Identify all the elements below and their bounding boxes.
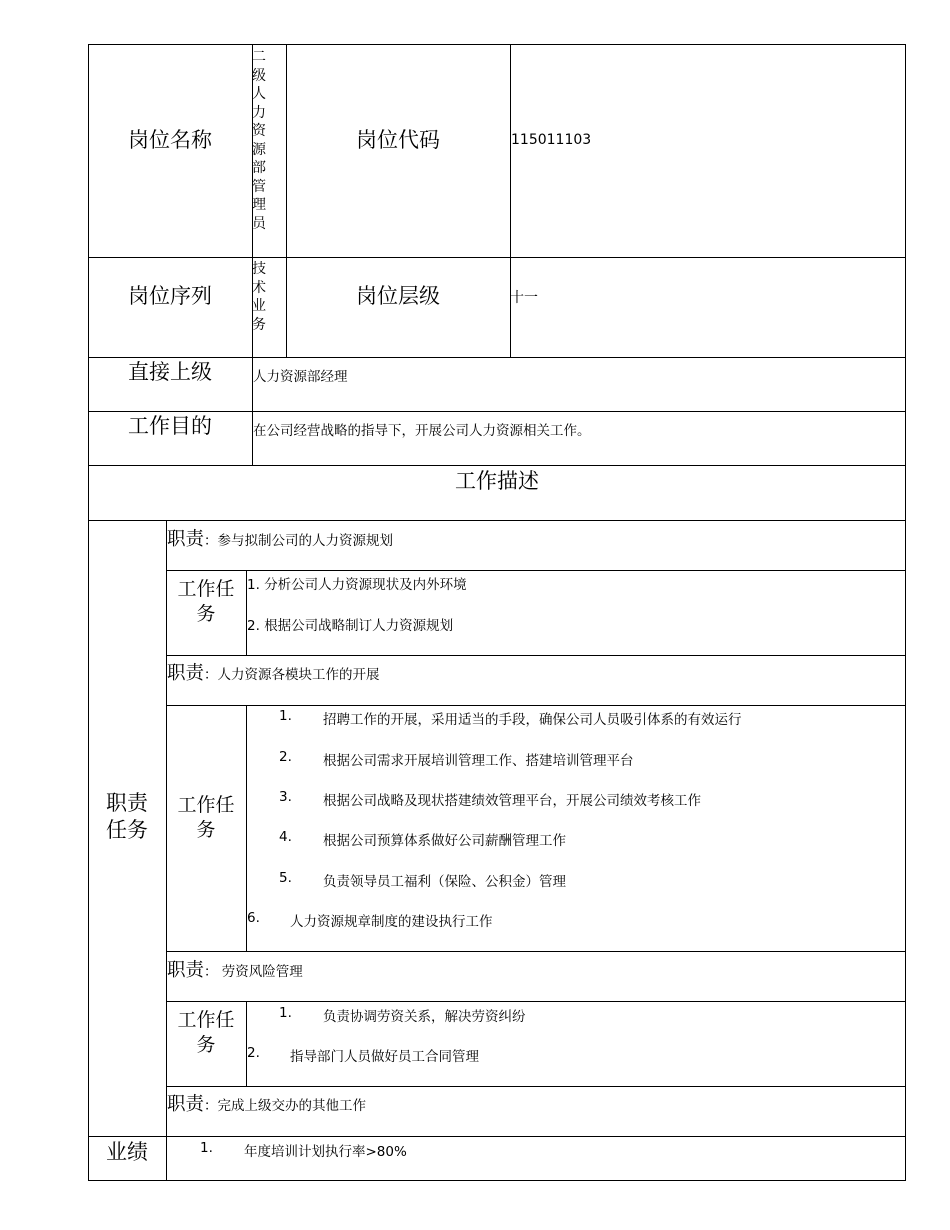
col-divider — [510, 44, 511, 357]
task-num: 6. — [247, 910, 260, 926]
duty-title — [167, 1090, 366, 1116]
task-num: 4. — [279, 829, 292, 845]
row-divider — [88, 257, 906, 258]
task-text: 根据公司需求开展培训管理工作、搭建培训管理平台 — [323, 753, 634, 769]
task-label-text: 工作任务 — [177, 578, 235, 625]
duties-label — [88, 790, 166, 845]
row-divider — [166, 1001, 906, 1002]
duty-text: ：参与拟制公司的人力资源规划 — [204, 533, 394, 549]
post-name-value: 二级人力资源部管理员 — [252, 49, 266, 232]
post-level-label: 岗位层级 — [356, 284, 440, 308]
task-label — [166, 1008, 246, 1057]
duty-prefix: 职责 — [167, 960, 205, 981]
task-item — [247, 614, 453, 634]
row-divider — [88, 411, 906, 412]
task-text: 指导部门人员做好员工合同管理 — [290, 1049, 479, 1065]
duty-text: ：完成上级交办的其他工作 — [204, 1098, 367, 1114]
task-num: 2. — [247, 618, 260, 634]
duty-prefix: 职责 — [167, 529, 205, 550]
superior-value: 人力资源部经理 — [253, 369, 348, 385]
duty-prefix: 职责 — [167, 1094, 205, 1115]
task-text: 招聘工作的开展，采用适当的手段，确保公司人员吸引体系的有效运行 — [323, 712, 742, 728]
task-num: 2. — [247, 1045, 260, 1061]
purpose-label: 工作目的 — [128, 414, 212, 438]
task-num: 5. — [279, 870, 292, 886]
duty-title — [167, 956, 303, 982]
performance-label: 业绩 — [106, 1140, 148, 1164]
task-text: 根据公司预算体系做好公司薪酬管理工作 — [323, 833, 566, 849]
row-divider — [88, 1136, 906, 1137]
purpose-value: 在公司经营战略的指导下，开展公司人力资源相关工作。 — [253, 423, 591, 439]
task-label-text: 工作任务 — [177, 1009, 235, 1056]
task-num: 1. — [279, 708, 292, 724]
task-text: 负责领导员工福利（保险、公积金）管理 — [323, 874, 566, 890]
row-divider — [166, 705, 906, 706]
row-divider — [88, 520, 906, 521]
row-divider — [88, 357, 906, 358]
duty-prefix: 职责 — [167, 663, 205, 684]
post-series-label: 岗位序列 — [128, 284, 212, 308]
task-text: 根据公司战略及现状搭建绩效管理平台，开展公司绩效考核工作 — [323, 793, 701, 809]
performance-text: 年度培训计划执行率>80% — [244, 1144, 407, 1160]
task-text: 人力资源规章制度的建设执行工作 — [290, 914, 493, 930]
performance-num: 1. — [200, 1140, 213, 1156]
post-name-label: 岗位名称 — [128, 128, 212, 152]
col-divider — [246, 1001, 247, 1086]
task-item — [247, 573, 467, 593]
duty-text: ：人力资源各模块工作的开展 — [204, 667, 380, 683]
duty-title — [167, 525, 393, 551]
post-code-label: 岗位代码 — [356, 128, 440, 152]
duty-title — [167, 659, 380, 685]
task-text: 分析公司人力资源现状及内外环境 — [264, 577, 467, 593]
duty-text: ： 劳资风险管理 — [204, 964, 303, 980]
duties-label-line1: 职责任务 — [106, 791, 148, 843]
task-label — [166, 793, 246, 842]
post-level-value: 十一 — [510, 290, 538, 306]
post-series-value: 技术业务 — [252, 261, 266, 333]
row-divider — [166, 570, 906, 571]
row-divider — [166, 951, 906, 952]
row-divider — [166, 1086, 906, 1087]
post-code-value: 115011103 — [511, 132, 592, 148]
row-divider — [166, 655, 906, 656]
task-label-text: 工作任务 — [177, 794, 235, 841]
task-num: 2. — [279, 749, 292, 765]
task-num: 3. — [279, 789, 292, 805]
task-num: 1. — [279, 1005, 292, 1021]
task-text: 负责协调劳资关系，解决劳资纠纷 — [323, 1009, 526, 1025]
task-num: 1. — [247, 577, 260, 593]
task-label — [166, 577, 246, 626]
task-text: 根据公司战略制订人力资源规划 — [264, 618, 454, 634]
superior-label: 直接上级 — [128, 360, 212, 384]
row-divider — [88, 465, 906, 466]
description-title: 工作描述 — [455, 469, 539, 493]
